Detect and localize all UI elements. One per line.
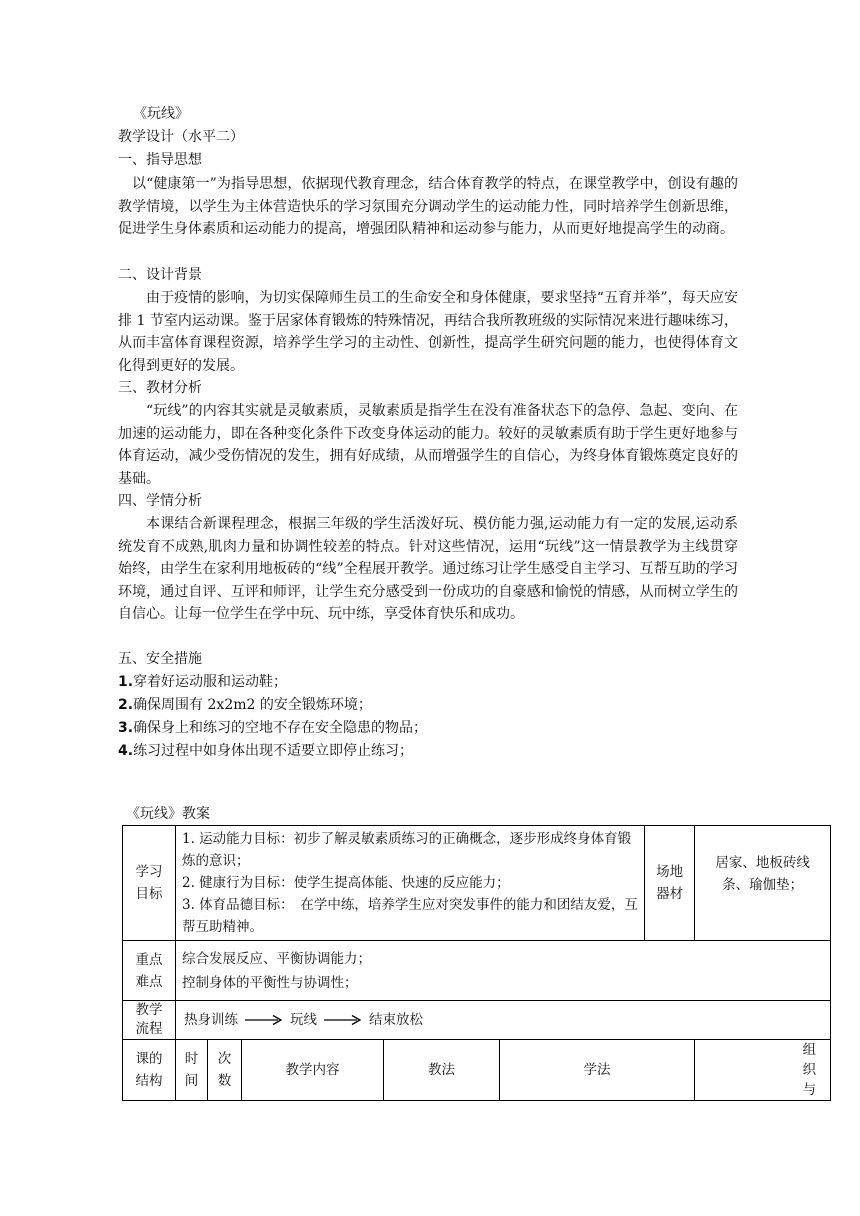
lesson-plan-table bbox=[122, 825, 831, 1101]
key-cell bbox=[176, 941, 831, 1001]
header-structure: 课的 结构 bbox=[123, 1040, 176, 1101]
section-text-1: 以“健康第一”为指导思想，依据现代教育理念，结合体育教学的特点，在课堂教学中，创设有趣的教学情境，以学生为主体营造快乐的学习氛围充分调动学生的运动能力性，同时培养学生创新思维，促进学生身体素质和运动能力的提高，增强团队精神和运动参与能力，从而更好地提高学生的动商。 bbox=[118, 176, 738, 237]
goal-item: 3. 体育品德目标： 在学中练，培养学生应对突发事件的能力和团结友爱，互帮互助精神。 bbox=[182, 897, 638, 935]
key-item: 控制身体的平衡性与协调性； bbox=[182, 974, 358, 991]
doc-title: 《玩线》 bbox=[133, 106, 189, 122]
section-heading-3: 三、教材分析 bbox=[118, 380, 202, 396]
section-text-3: “玩线”的内容其实就是灵敏素质，灵敏素质是指学生在没有准备状态下的急停、急起、变向、在加速的运动能力，即在各种变化条件下改变身体运动的能力。较好的灵敏素质有助于学生更好地参与体育运动，减少受伤情况的发生，拥有好成绩，从而增强学生的自信心，为终身体育锻炼奠定良好的基础。 bbox=[118, 403, 738, 487]
header-learning-method: 学法 bbox=[500, 1040, 695, 1101]
venue-label: 场地 器材 bbox=[645, 826, 695, 941]
header-count: 次 数 bbox=[208, 1040, 242, 1101]
venue-value: 居家、地板砖线条、瑜伽垫； bbox=[695, 826, 831, 941]
section-text-4: 本课结合新课程理念，根据三年级的学生活泼好玩、模仿能力强,运动能力有一定的发展,运动系统发育不成熟,肌肉力量和协调性较差的特点。针对这些情况，运用“玩线”这一情景教学为主线贯穿始终，由学生在家利用地板砖的“线”全程展开教学。通过练习让学生感受自主学习、互帮互助的学习环境，通过自评、互评和师评，让学生充分感受到一份成功的自豪感和愉悦的情感，从而树立学生的自信心。让每一位学生在学中玩、玩中练，享受体育快乐和成功。 bbox=[118, 516, 738, 622]
flow-cell bbox=[176, 1001, 831, 1040]
doc-subtitle: 教学设计（水平二） bbox=[118, 129, 244, 145]
plan-title: 《玩线》教案 bbox=[126, 806, 210, 822]
header-content: 教学内容 bbox=[242, 1040, 384, 1101]
key-item: 综合发展反应、平衡协调能力； bbox=[182, 950, 371, 967]
flow-label: 教学 流程 bbox=[123, 1001, 176, 1040]
safety-item: 3.确保身上和练习的空地不存在安全隐患的物品； bbox=[118, 720, 428, 736]
header-organization: 组 织 与 bbox=[695, 1040, 831, 1101]
section-heading-2: 二、设计背景 bbox=[118, 267, 202, 283]
section-heading-5: 五、安全措施 bbox=[118, 651, 202, 667]
arrow-right-icon bbox=[323, 1014, 363, 1026]
section-heading-1: 一、指导思想 bbox=[118, 152, 202, 168]
arrow-right-icon bbox=[244, 1014, 284, 1026]
header-teaching-method: 教法 bbox=[384, 1040, 500, 1101]
goal-cell bbox=[176, 826, 645, 941]
section-heading-4: 四、学情分析 bbox=[118, 493, 202, 509]
flow-step: 热身训练 bbox=[184, 1012, 238, 1028]
safety-item: 2.确保周围有 2x2m2 的安全锻炼环境； bbox=[118, 697, 372, 713]
goal-item: 1. 运动能力目标：初步了解灵敏素质练习的正确概念，逐步形成终身体育锻炼的意识； bbox=[182, 831, 632, 869]
safety-item: 4.练习过程中如身体出现不适要立即停止练习； bbox=[118, 743, 414, 759]
safety-item: 1.穿着好运动服和运动鞋； bbox=[118, 674, 288, 690]
goal-item: 2. 健康行为目标：使学生提高体能、快速的反应能力； bbox=[182, 875, 510, 891]
key-label: 重点 难点 bbox=[123, 941, 176, 1001]
flow-step: 玩线 bbox=[290, 1012, 317, 1028]
goal-label: 学习 目标 bbox=[123, 826, 176, 941]
section-text-2: 由于疫情的影响，为切实保障师生员工的生命安全和身体健康，要求坚持“五育并举”，每天应安排 1 节室内运动课。鉴于居家体育锻炼的特殊情况，再结合我所教班级的实际情况来进行趣味练习，从而丰富体育课程资源，培养学生学习的主动性、创新性，提高学生研究问题的能力，也使得体育文化得到更好的发展。 bbox=[118, 290, 738, 374]
flow-step: 结束放松 bbox=[369, 1012, 423, 1028]
header-time: 时 间 bbox=[176, 1040, 208, 1101]
